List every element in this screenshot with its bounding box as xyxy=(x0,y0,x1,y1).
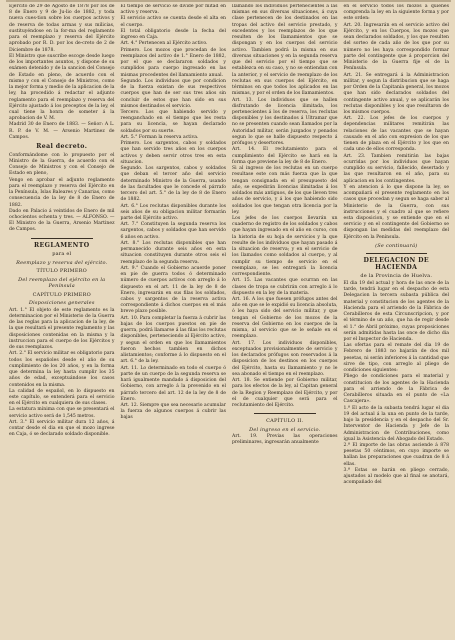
paragraph: en el servicio todos los mozos á quienes comprenda la ley en la siguiente forma y por este orden: xyxy=(343,4,451,22)
divider xyxy=(366,253,428,254)
paragraph: Art. 19. Previas las operaciones preliminares, ingresarán anualmente xyxy=(232,434,339,446)
paragraph: Art. 5.° Forman la reserva activa. xyxy=(120,134,199,140)
paragraph: Segundo. Los individuos que por condicion de la fuerza existan de sus respectivos cuerpos que han de ser sus tres años sin concluir de estos que han sido en sus mismos destinados el servicio. xyxy=(120,78,228,109)
paragraph: Madrid 30 de Enero de 1883. — Señor: A L. R. P. de V. M. — Arsenio Martinez de Campos. xyxy=(9,122,116,140)
paragraph: Art. 1.° El objeto de este reglamento es la determinacion por el Ministerio de la Guerra de las reglas para la aplicacion de la ley, de la que resultará el presente reglamento y las disposiciones contenidas en la misma y la instruccion para el cuerpo de los Ejércitos y de sus reemplazos. xyxy=(9,307,116,351)
subheading: Del reemplazo del ejército en la Península xyxy=(18,276,106,290)
paragraph: Art. 14. El reclutamiento para el cumplimiento del Ejército se hará en la forma que previene la ley de 8 de Enero. xyxy=(232,147,339,165)
subheading: de la Provincia de Huelva. xyxy=(360,273,433,280)
subheading: CAPÍTULO PRIMERO xyxy=(32,291,91,298)
column-4 xyxy=(341,4,453,638)
paragraph: Art. 2.° El servicio militar es obligatorio para todos los españoles desde el año de su cumplimiento de los 20 años, y en la forma que determina la ley hasta cumplir los 35 años de edad, exceptuándose los casos contenidos en la misma. xyxy=(9,351,116,388)
paragraph: Los jefes de los cuerpos llevarán un cuaderno de registro de los soldados y cabos que hayan ingresado en el año en curso, con la historia de su hoja de servicios y la que resulte de los individuos que hayan pasado á la situacion de reserva; y en el servicio de los llamados como soldados al cuerpo, y al cumplir su tiempo de servicio en el reemplazo, se les entregará la licencia correspondiente. xyxy=(232,215,339,278)
paragraph: 1.ª El acto de la subasta tendrá lugar el dia 19 del actual á la una en punto de la tarde, bajo la presidencia y en el despacho del Sr. Interventor de Hacienda y Jefe de la Administracion de Contribuciones, como igual la Asistencia del Abogado del Estado. xyxy=(343,405,451,442)
section-heading: DELEGACION DE HACIENDA xyxy=(363,257,430,271)
paragraph: Segundo. Los sargentos, cabos y soldados que deban el tercer año del servicio determinado Ministro de la Guerra, usando de las facultades que le concede el párrafo tercero del art. 5.° de la ley de 8 de Enero de 1882. xyxy=(120,166,228,203)
paragraph: Art. 9.° Cuando el Gobierno acuerde poner en pie de guerra todos ó determinado número de cuerpos activos con arreglo á lo dispuesto en el art. 11 de la ley de 8 de Enero, ingresarán en sus filas los soldados, cabos y sargentos de la reserva activa correspondiente á dichos cuerpos en el más breve plazo posible. xyxy=(120,265,228,315)
paragraph: Art. 13. Los individuos que se hallen disfrutando de licencia ilimitada, los pertenecientes á los de reserva, los reclutas disponibles y los destinados á Ultramar que no se presenten cuando sean llamados por la Autoridad militar, serán juzgados y penados segun lo que se halle dispuesto respecto á prófugos y desertores. xyxy=(232,97,339,147)
paragraph: Pliego de condiciones para el material y constitucion de los agentes de la Hacienda para el arriendo de la Fábrica de Cerabilleros situada en el punto de «La Cascajera». xyxy=(343,374,451,405)
section-heading: REGLAMENTO xyxy=(33,241,90,249)
paragraph: Art. 22. Los jefes de los cuerpos y dependencias militares remitirán las relaciones de las vacantes que se hayan causado en el año con expresion de los que tienen de plaza en el Ejército y los que en cada uno de ellos corresponda. xyxy=(343,116,451,153)
paragraph: Vengo en aprobar el adjunto reglamento para el reemplazo y reserva del Ejército en la Península, Islas Baleares y Canarias, como consecuencia de la ley de 8 de Enero de 1882. xyxy=(9,177,116,208)
subheading: Disposiciones generales xyxy=(28,300,95,307)
paragraph: La calidad de español, en lo dispuesto en este capítulo, se entenderá para el servicio en el Ejército en cualquiera de sus clases. xyxy=(9,388,116,407)
divider xyxy=(31,238,93,239)
paragraph: Art. 3.° El servicio militar dura 12 años, á contar desde el dia en que el mozo ingrese en Caja, ó se declarado soldado disponible. xyxy=(9,419,116,438)
paragraph: Tercero. Los que habiendo servido y reenganchado en el tiempo que les resta para su licencia, se hayan declarado soldados por su suerte. xyxy=(120,109,228,134)
paragraph: 2.ª El importe de las obras asciende á 878 pesetas 50 céntimos, en cuyo importe se hallan las preparaciones que cuadran de 8 á ellas. xyxy=(343,443,451,467)
paragraph: Art. 15. Las vacantes que ocurran en las clases de tropa se cubrirán con arreglo á lo dispuesto en la ley de la materia. xyxy=(232,278,339,296)
paragraph: Art. 21. Se entregará á la Administracion militar, y segun la distribucion que se haga por Orden de la Capitanía general, los mozos que han sido declarados soldados del contingente activo anual, y se aplicarán los reclutas disponibles y los que resultaron de los mismos cuerpos. xyxy=(343,72,451,115)
paragraph: Art. 8.° Los reclutas disponibles que han permanecido durante seis años en esta situacion constituyen durante otros seis el reemplazo de la segunda reserva. xyxy=(120,240,228,265)
paragraph: El total obligatorio desde la fecha del ingreso en Caja. xyxy=(120,28,228,41)
paragraph: Art. 12. Siempre que sea necesario acumular la fuerza de algunos cuerpos á cubrir las bajas xyxy=(120,403,228,421)
text-columns xyxy=(6,4,452,638)
paragraph: 3.ª Estas se harán en pliego cerrado, ajustados al modelo que al final se anotará, acompañado del xyxy=(343,467,451,486)
paragraph: Conformándome con lo propuesto por el Ministro de la Guerra, de acuerdo con el Consejo de Ministros y con el Consejo de Estado en pleno, xyxy=(9,152,116,177)
paragraph: Art. 6.° Los reclutas disponibles durante los seis años de su obligacion militar formarán parte del Ejército activo. xyxy=(120,203,228,221)
paragraph: Art. 23. Tambien remitirán las bajas ocurridas por los individuos que hayan cumplido su servicio, fallecido, desertado y las que resultaron en el año, para su aplicacion en los contingentes. xyxy=(343,153,451,184)
paragraph: Art. 18. Se entiende por Gobierno militar, para los efectos de la ley, al Capitan general de la Region y Reemplazo del Ejército, y por el de cualquier que será para el reclutamiento del Ejército. xyxy=(232,378,339,408)
paragraph: El tiempo de servicio se divide por mitad en activo y reserva. xyxy=(120,4,228,16)
subheading: Reemplazo y reserva del ejército. xyxy=(16,259,108,266)
paragraph: Art. 16. A los que fuesen prófugos antes del año en que se le expidió su licencia absoluta, ó les haya sido del servicio militar, y que tengan el Gobierno de los mozos de la reserva del Gobierno en los cuerpos de la misma, al servicio que se le señale en el reemplazo. xyxy=(232,297,339,340)
subheading: CAPÍTULO II. xyxy=(266,418,304,425)
column-2 xyxy=(118,4,230,638)
paragraph: Y en atencion á lo que dispone la ley, se acompañará el presente reglamento en los casos que procedan y segun se haga saber al Ministerio de la Guerra, con sus instrucciones y el cuadro al que se refiere esta disposicion, y se entiende que en el servicio y en el contingente del Gobierno se dispongan las medidas del reemplazo del Ejército en la Península. xyxy=(343,184,451,240)
paragraph: Art. 10. Para completar la fuerza á cubrir las bajas de los cuerpos puestos en pie de guerra, podrá llamarse á las filas los reclutas disponibles, perteneciendo al Ejército activo, y segun el orden en que los llamamientos fueron hechos tambien en dichos alistamientos; conforme á lo dispuesto en el art. 6.° de la ley. xyxy=(120,315,228,365)
paragraph: llamando los individuos pertenecientes á las mismas en sus diversas situaciones, á cuya clase pertenecen de los destinados en las tropas del activo del servicio prestado, y excedentes y los reemplazos de los que resulten de los llamamientos que se dispongan y en los cuerpos del servicio activo. Tambien podrá la misma en sus diversas situaciones y en la segunda reserva que del servicio por el tiempo que se establezca en su caso, y no se entiendan con la anterior, y el servicio de reemplazo de los reclutas en sus cuerpos del Ejército, en términos en que todos los aplicados en las mismas, y por el orden de los llamamientos. xyxy=(232,4,339,97)
top-border xyxy=(6,0,451,2)
paragraph: Art. 17. Los individuos disponibles, exceptuados provisionalmente de servicio y los declarados prófugos son reservados á la disposicion de los destinos en los cuerpos del Ejército, hasta su llamamiento y no le sea abonado el tiempo en el reemplazo. xyxy=(232,340,339,377)
column-3 xyxy=(229,4,341,638)
paragraph: El servicio activo se cuenta desde el alta en el cuerpo. xyxy=(120,16,228,28)
paragraph: Las ofertas para el remate del dia 19 de Febrero de 1883 no bajarán de dos mil pesetas, ni serán inferiores á la cantidad que sirve de tipo, con arreglo al pliego de condiciones siguientes: xyxy=(343,343,451,374)
paragraph: Art. 11. Lo determinado en todo el cuerpo ó parte de un cuerpo de la segunda reserva se hará igualmente mandado á disposicion del Gobierno, con arreglo á la prevenido en el párrafo tercero del art. 12 de la ley de 8 de Enero. xyxy=(120,365,228,402)
paragraph: El dia 19 del actual y hora de las once de la tarde, tendrá lugar en el despacho de esta Delegacion la tercera subasta pública del material y constitucion de los agentes de la Hacienda para el arriendo de la Fábrica de Cerabilleros de esta Circunscripcion, y por el término de un año, que ha de regir desde el 1.° de Abril próximo, cuyas proposiciones serán admitidas hasta las once de dicho dia por el Inspector de Hacienda. xyxy=(343,280,451,343)
paragraph: Dado en Palacio á veintidos de Enero de mil ochocientos ochenta y tres. — ALFONSO. — El Ministro de la Guerra, Arsenio Martinez de Campos. xyxy=(9,208,116,233)
paragraph: Art. 20. Ingresarán en el servicio activo del Ejército, y en los Cuerpos, los mozos que sean declarados soldados, y los que resulten del sorteo de cada año de los que por su número no les haya correspondido formar parte del contingente que á proporcion del Ministerio de la Guerra fije el de la Península. xyxy=(343,22,451,72)
paragraph: Primero. Los sargentos, cabos y soldados que han servido tres años en los cuerpos activos y deben servir otros tres en esta situacion. xyxy=(120,141,228,165)
column-1 xyxy=(6,4,118,638)
paragraph: Art. 4.° Pertenecen al Ejército activo. xyxy=(120,41,208,47)
paragraph: Art. 7.° Constituyen la segunda reserva los sargentos, cabos y soldados que han servido 6 años en activo. xyxy=(120,222,228,240)
continuation-note: (Se continuará) xyxy=(375,242,418,249)
paragraph: El Ministro que suscribe escoge desde luego de los importantes asuntos, y dispone de su exámen detenido y de la sancion del Consejo de Estado en pleno, de acuerdo con el mismo y con el Consejo de Ministros, como la mejor forma y medio de la aplicacion de la ley, ha procedido á redactar el adjunto reglamento para el reemplazo y reserva del Ejército ajustado á los preceptos de la ley, el cual tiene la honra de someter á la aprobacion de V. M. xyxy=(9,53,116,122)
section-heading: Real decreto. xyxy=(36,143,88,151)
subheading: para el xyxy=(52,251,72,258)
paragraph: La estatura mínima con que se presentará el servicio activo será de 1,545 metros. xyxy=(9,407,116,419)
divider xyxy=(254,413,316,414)
paragraph: Si al ingreso de los reclutas en un cuerpo resultase este con más fuerza que la que tengan consignada en el presupuesto del año, se expedirán licencias ilimitadas á los soldados más antiguos, de los que lleven tres años de servicio, y á los que habiendo sido soldados los que tengan otra licencia por la ley. xyxy=(232,166,339,215)
subheading: Del ingreso en el servicio. xyxy=(249,426,321,433)
paragraph: Ejército de 29 de Agosto de 1878 por los de 8 de Enero y 9 de Ju-lio de 1882, y toda nueva cues-tion sobre los cuerpos activos y de reserva de todas armas y sus milicias, sustituyéndose en la for-ma del reglamento para el reemplazo y reserva del Ejército aprobado por R. D. por los de-creto de 2 de Diciembre de 1878. xyxy=(9,4,116,53)
paragraph: Primero. Los mozos que procedan de los reemplazos del activo de 1.° Enero de 1882, por el que se declararon soldados y cumplidos para cuerpo ingresado en las mismas procedentes del llamamiento anual. xyxy=(120,47,228,78)
subheading: TÍTULO PRIMERO xyxy=(36,268,87,275)
